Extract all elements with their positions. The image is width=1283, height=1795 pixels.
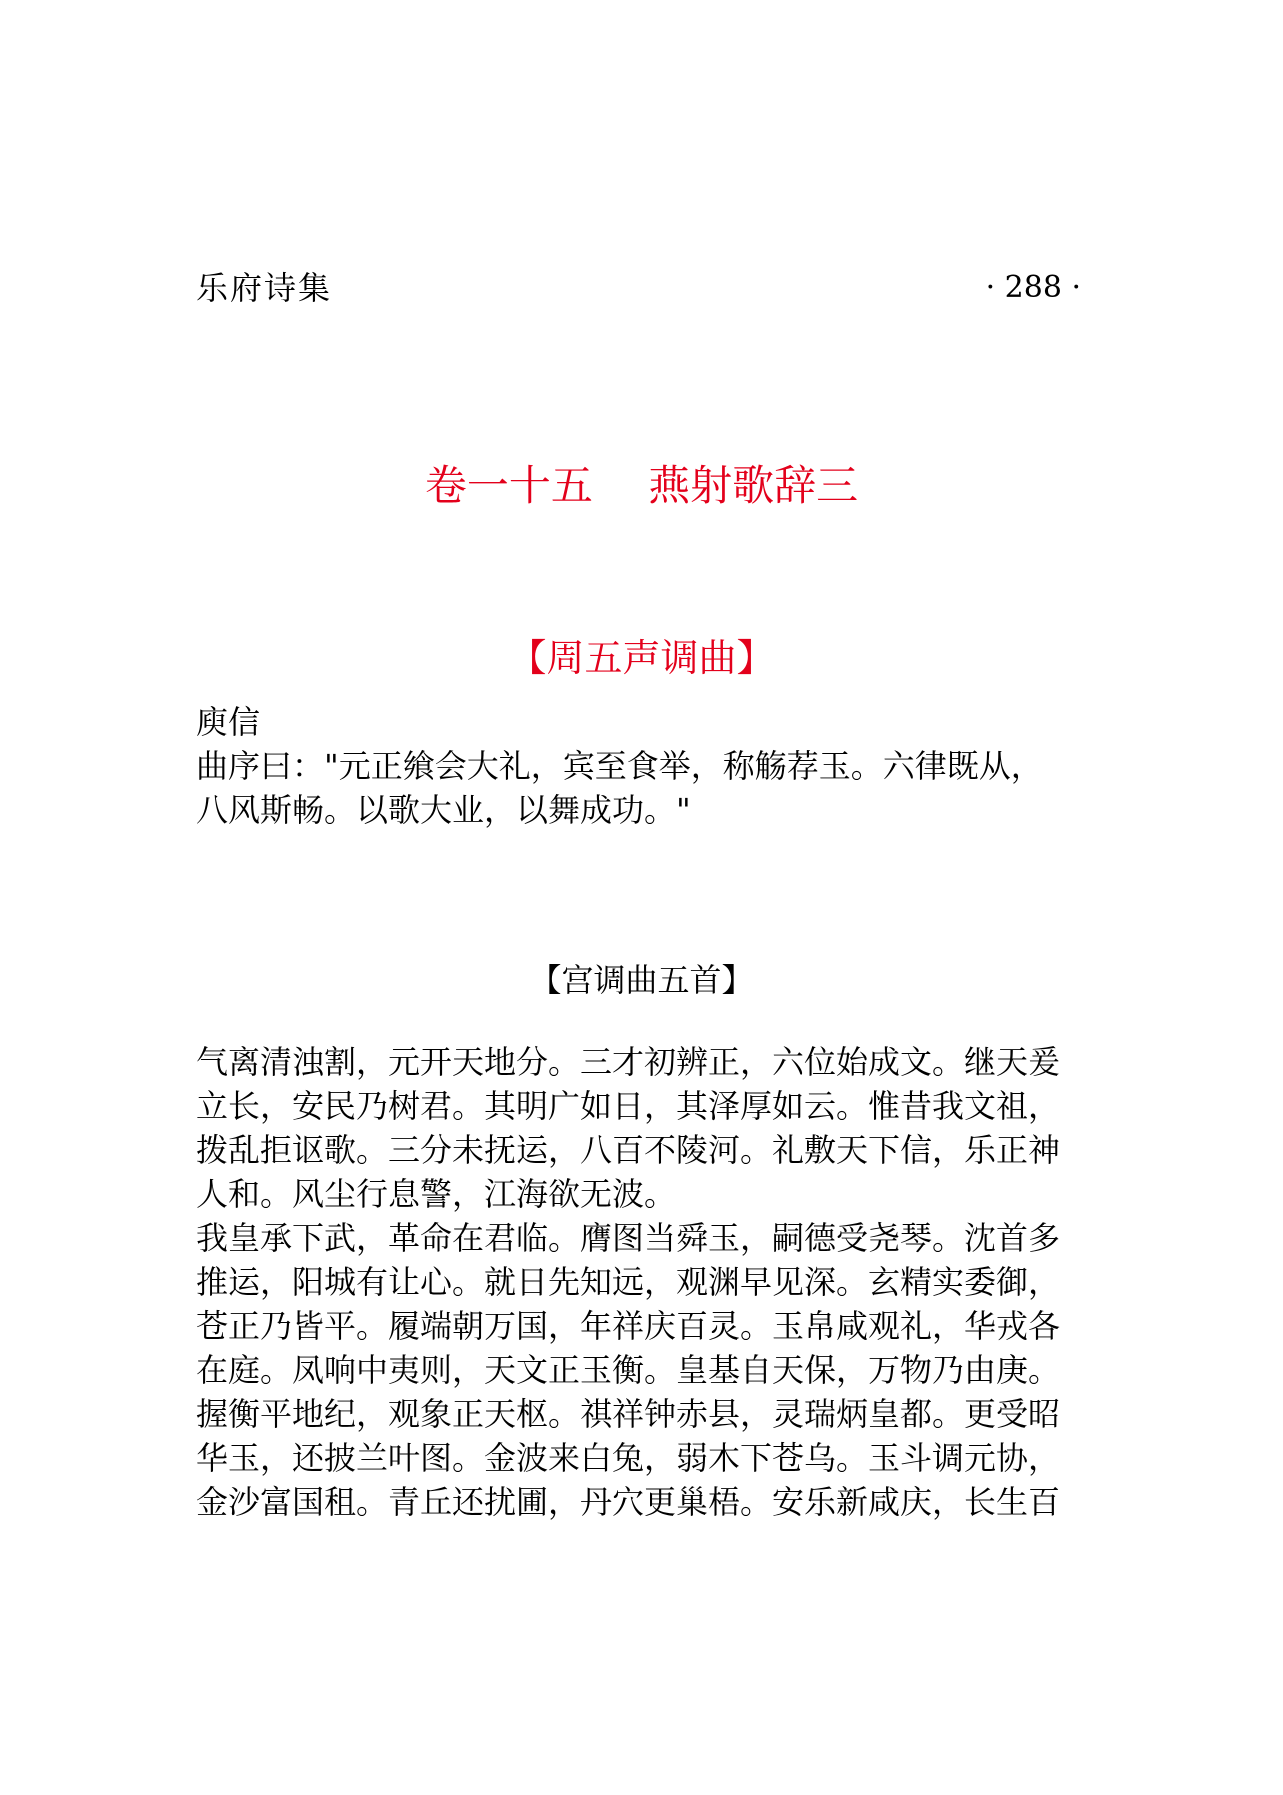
poem-line: 推运，阳城有让心。就日先知远，观渊早见深。玄精实委御， xyxy=(196,1263,1061,1301)
poem-line: 立长，安民乃树君。其明广如日，其泽厚如云。惟昔我文祖， xyxy=(196,1087,1061,1125)
poem-line: 握衡平地纪，观象正天枢。祺祥钟赤县，灵瑞炳皇都。更受昭 xyxy=(196,1395,1061,1433)
poem-line: 华玉，还披兰叶图。金波来白兔，弱木下苍乌。玉斗调元协， xyxy=(196,1439,1061,1477)
poem-line: 在庭。凤响中夷则，天文正玉衡。皇基自天保，万物乃由庚。 xyxy=(196,1351,1061,1389)
chapter-title: 卷一十五 燕射歌辞三 xyxy=(424,461,859,510)
preface xyxy=(196,744,1096,832)
preface-line: 曲序曰："元正飨会大礼，宾至食举，称觞荐玉。六律既从， xyxy=(196,747,1043,785)
preface-line: 八风斯畅。以歌大业，以舞成功。" xyxy=(196,791,691,829)
poem-line: 拨乱拒讴歌。三分未抚运，八百不陵河。礼敷天下信，乐正神 xyxy=(196,1131,1061,1169)
book-title: 乐府诗集 xyxy=(196,269,333,307)
poem-line: 我皇承下武，革命在君临。膺图当舜玉，嗣德受尧琴。沈首多 xyxy=(196,1219,1061,1257)
poem-line: 气离清浊割，元开天地分。三才初辨正，六位始成文。继天爰 xyxy=(196,1043,1061,1081)
poem-body xyxy=(196,1040,1096,1524)
poem-line: 人和。风尘行息警，江海欲无波。 xyxy=(196,1175,677,1213)
author: 庾信 xyxy=(196,703,261,741)
poem-line: 金沙富国租。青丘还扰圃，丹穴更巢梧。安乐新咸庆，长生百 xyxy=(196,1483,1061,1521)
page-number: · 288 · xyxy=(985,270,1081,305)
poem-line: 苍正乃皆平。履端朝万国，年祥庆百灵。玉帛咸观礼，华戎各 xyxy=(196,1307,1061,1345)
subsection-title: 【宫调曲五首】 xyxy=(529,961,754,999)
section-title: 【周五声调曲】 xyxy=(508,636,775,680)
